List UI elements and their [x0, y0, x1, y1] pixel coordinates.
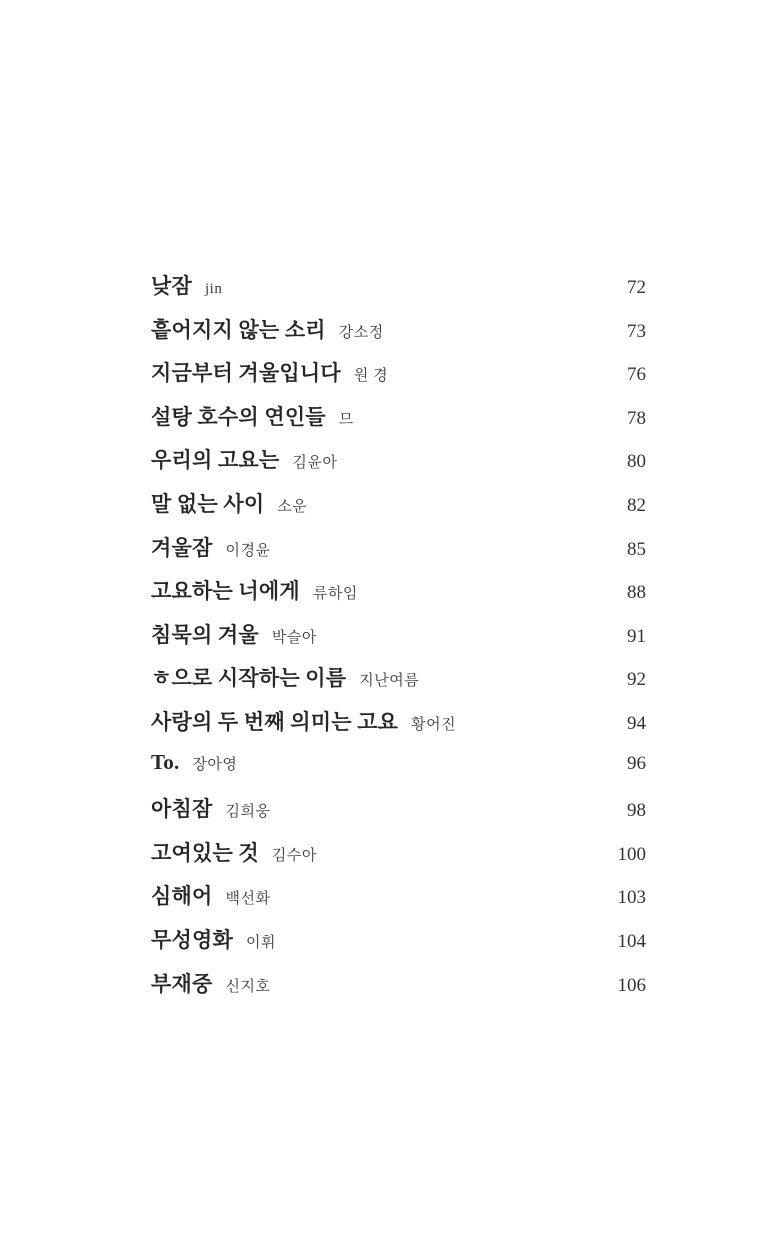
toc-entry-text: [151, 532, 270, 562]
toc-entry-author: 신지호: [225, 978, 271, 995]
toc-entry-title: 부재중: [151, 971, 213, 996]
toc-entry-text: [151, 706, 456, 736]
toc-entry-page-number: 98: [627, 800, 646, 822]
toc-entry-author: 이휘: [245, 934, 276, 951]
toc-entry: [151, 488, 646, 532]
toc-entry-text: [151, 270, 222, 300]
toc-entry-author: 황어진: [411, 716, 457, 733]
toc-entry-title: 설탕 호수의 연인들: [151, 404, 326, 429]
toc-entry-title: 말 없는 사이: [151, 491, 265, 516]
toc-entry-title: To.: [151, 749, 180, 774]
toc-entry-title: 사랑의 두 번째 의미는 고요: [151, 709, 399, 734]
toc-entry-text: [151, 880, 270, 910]
toc-entry-author: 백선화: [225, 891, 271, 908]
toc-entry-text: [151, 924, 276, 954]
toc-entry-title: 우리의 고요는: [151, 448, 280, 473]
toc-entry-author: 지난여름: [359, 673, 420, 690]
toc-entry-author: 이경윤: [225, 542, 271, 559]
toc-entry-page-number: 106: [617, 974, 646, 996]
toc-entry-title: 고여있는 것: [151, 840, 259, 865]
toc-entry-author: 원 경: [353, 368, 389, 385]
toc-entry: [151, 314, 646, 358]
toc-entry-title: 침묵의 겨울: [151, 622, 259, 647]
toc-entry-text: [151, 750, 237, 775]
toc-entry-title: 고요하는 너에게: [151, 579, 300, 604]
toc-entry-text: [151, 619, 317, 649]
toc-entry-page-number: 103: [617, 887, 646, 909]
toc-entry: [151, 837, 646, 881]
toc-entry: [151, 444, 646, 488]
toc-entry-text: [151, 488, 307, 518]
toc-entry-author: 김수아: [271, 847, 317, 864]
toc-entry: [151, 706, 646, 750]
toc-entry-title: 심해어: [151, 884, 213, 909]
toc-entry-author: 장아영: [192, 756, 238, 773]
toc-entry: [151, 793, 646, 837]
toc-entry: [151, 968, 646, 1012]
toc-entry-page-number: 88: [627, 582, 646, 604]
toc-entry-title: 무성영화: [151, 927, 233, 952]
toc-entry-title: 아침잠: [151, 797, 213, 822]
toc-entry: [151, 880, 646, 924]
toc-entry: [151, 401, 646, 445]
toc-entry-author: 박슬아: [271, 629, 317, 646]
toc-entry-page-number: 73: [627, 320, 646, 342]
toc-entry-title: ㅎ으로 시작하는 이름: [151, 666, 347, 691]
toc-entry-text: [151, 575, 358, 605]
toc-entry-page-number: 72: [627, 277, 646, 298]
toc-entry-author: 김윤아: [292, 455, 338, 472]
toc-entry-page-number: 100: [617, 843, 646, 865]
toc-entry-text: [151, 401, 354, 431]
toc-entry-page-number: 94: [627, 712, 646, 734]
toc-entry-page-number: 92: [627, 669, 646, 691]
toc-entry-page-number: 82: [627, 494, 646, 516]
toc-entry: [151, 270, 646, 314]
toc-entry-title: 낮잠: [151, 274, 192, 298]
toc-entry: [151, 662, 646, 706]
toc-entry-author: 소운: [277, 498, 308, 515]
toc-entry: [151, 924, 646, 968]
toc-entry-text: [151, 357, 388, 387]
toc-entry-author: 류하임: [312, 586, 358, 603]
toc-entry-page-number: 96: [627, 752, 646, 774]
toc-entry-author: jin: [204, 281, 223, 297]
toc-entry: [151, 532, 646, 576]
toc-entry-page-number: 80: [627, 451, 646, 473]
toc-entry: [151, 750, 646, 794]
toc-entry-title: 지금부터 겨울입니다: [151, 361, 341, 386]
toc-entry-page-number: 76: [627, 364, 646, 386]
toc-entry: [151, 575, 646, 619]
toc-entry-text: [151, 314, 384, 344]
toc-entry: [151, 619, 646, 663]
toc-entry-title: 흩어지지 않는 소리: [151, 317, 326, 342]
toc-entry-page-number: 78: [627, 407, 646, 429]
toc-entry-page-number: 104: [617, 930, 646, 952]
table-of-contents: [151, 270, 646, 1011]
toc-entry: [151, 357, 646, 401]
toc-entry-text: [151, 662, 419, 692]
toc-entry-text: [151, 968, 270, 998]
toc-entry-author: 김희웅: [225, 804, 271, 821]
toc-entry-author: 강소정: [338, 324, 384, 341]
toc-entry-author: 므: [338, 411, 354, 428]
toc-entry-text: [151, 837, 317, 867]
toc-entry-page-number: 85: [627, 538, 646, 560]
toc-entry-text: [151, 793, 270, 823]
toc-entry-page-number: 91: [627, 625, 646, 647]
toc-entry-title: 겨울잠: [151, 535, 213, 560]
toc-entry-text: [151, 444, 337, 474]
